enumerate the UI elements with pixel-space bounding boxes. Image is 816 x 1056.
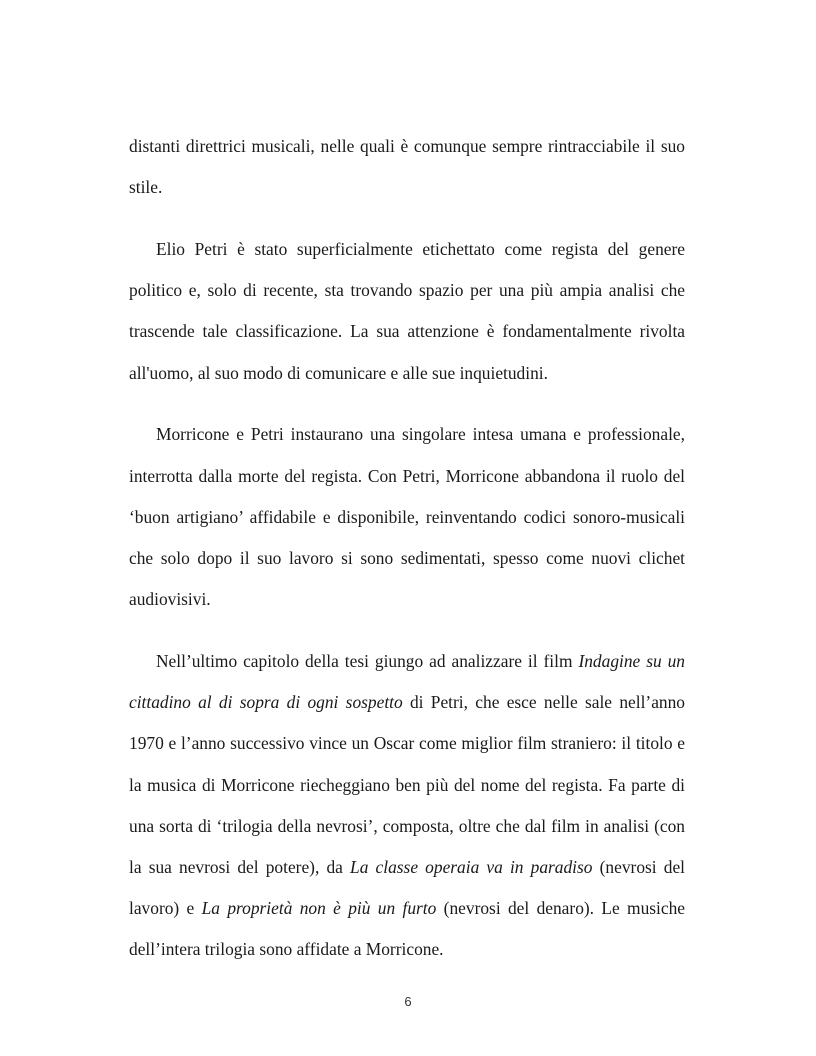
- film-title-proprieta: La proprietà non è più un furto: [201, 898, 437, 919]
- paragraph-3: [129, 414, 685, 620]
- paragraph-1-text: distanti direttrici musicali, nelle quali è comunque sempre rintracciabile il suo stile.: [129, 136, 685, 198]
- paragraph-1: [129, 126, 685, 208]
- film-title-indagine: Indagine su un cittadino al di sopra di ogni sospetto: [129, 651, 685, 713]
- paragraph-2-text: Elio Petri è stato superficialmente etichettato come regista del genere politico e, solo di recente, sta trovando spazio per una più ampia analisi che trascende tale classificazione. La sua attenzione è fondamentalmente rivolta all'uomo, al suo modo di comunicare e alle sue inquietudini.: [129, 239, 685, 383]
- page-number: 6: [404, 994, 412, 1009]
- film-title-classe-operaia: La classe operaia va in paradiso: [350, 857, 593, 878]
- paragraph-3-text: Morricone e Petri instaurano una singolare intesa umana e professionale, interrotta dalla morte del regista. Con Petri, Morricone abbandona il ruolo del ‘buon artigiano’ affidabile e disponibile, reinventando codici sonoro-musicali che solo dopo il suo lavoro si sono sedimentati, spesso come nuovi clichet audiovisivi.: [129, 424, 685, 610]
- paragraph-2: [129, 229, 685, 394]
- document-body: [129, 126, 685, 991]
- paragraph-4-text-1: Nell’ultimo capitolo della tesi giungo ad analizzare il film: [156, 651, 579, 672]
- paragraph-4: [129, 641, 685, 971]
- paragraph-4-text-3: (nevrosi del lavoro) e: [129, 857, 685, 919]
- paragraph-4-text-2: di Petri, che esce nelle sale nell’anno 1970 e l’anno successivo vince un Oscar come miglior film straniero: il titolo e la musica di Morricone riecheggiano ben più del nome del regista. Fa parte di una sorta di ‘trilogia della nevrosi’, composta, oltre che dal film in analisi (con la sua nevrosi del potere), da: [129, 692, 685, 878]
- paragraph-4-text-4: (nevrosi del denaro). Le musiche dell’intera trilogia sono affidate a Morricone.: [129, 898, 686, 960]
